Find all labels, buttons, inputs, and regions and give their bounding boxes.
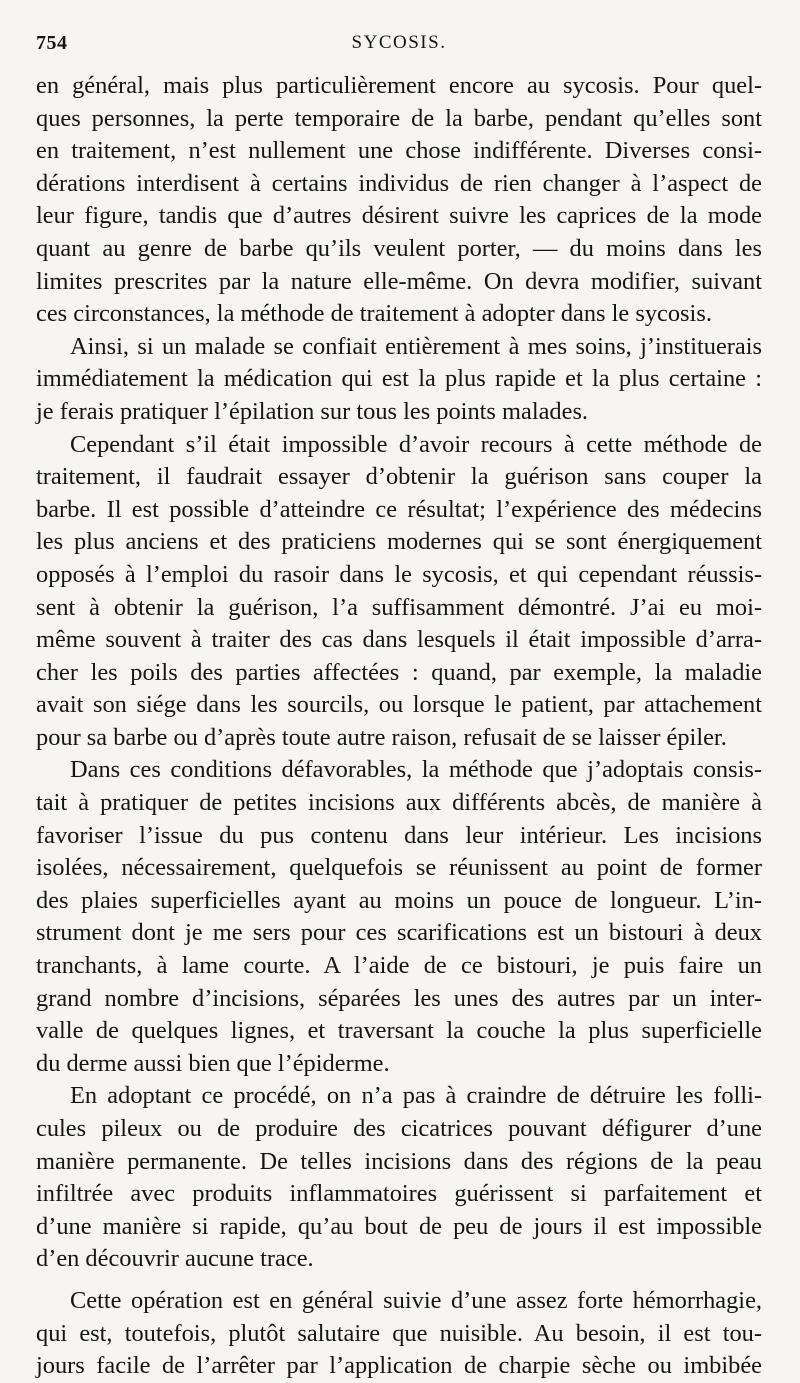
text-line: même souvent à traiter des cas dans lesquels il était impossible d’arra- (36, 626, 762, 654)
text-line: limites prescrites par la nature elle-même. On devra modifier, suivant (36, 267, 762, 295)
text-line: traitement, il faudrait essayer d’obtenir la guérison sans couper la (36, 463, 762, 491)
text-line: en traitement, n’est nullement une chose indifférente. Diverses consi- (36, 137, 762, 165)
text-line: Ainsi, si un malade se confiait entièrement à mes soins, j’instituerais (70, 332, 762, 360)
text-line: leur figure, tandis que d’autres désirent suivre les caprices de la mode (36, 202, 762, 230)
text-line: qui est, toutefois, plutôt salutaire que nuisible. Au besoin, il est tou- (36, 1319, 762, 1347)
text-line: cules pileux ou de produire des cicatrices pouvant défigurer d’une (36, 1115, 762, 1142)
text-line: ques personnes, la perte temporaire de la barbe, pendant qu’elles sont (36, 104, 762, 132)
text-line: du derme aussi bien que l’épiderme. (36, 1049, 390, 1077)
page-header (36, 30, 762, 60)
text-line: quant au genre de barbe qu’ils veulent porter, — du moins dans les (36, 234, 762, 262)
text-line: en général, mais plus particulièrement encore au sycosis. Pour quel- (36, 72, 762, 99)
text-line: barbe. Il est possible d’atteindre ce résultat; l’expérience des médecins (36, 495, 762, 523)
text-line: favoriser l’issue du pus contenu dans leur intérieur. Les incisions (36, 821, 762, 849)
text-line: avait son siége dans les sourcils, ou lorsque le patient, par attachement (36, 691, 762, 719)
text-line: valle de quelques lignes, et traversant la couche la plus superficielle (36, 1017, 762, 1045)
body-text (36, 70, 762, 1383)
text-line: les plus anciens et des praticiens modernes qui se sont énergiquement (36, 528, 762, 556)
paragraph (36, 429, 762, 755)
text-line: des plaies superficielles ayant au moins un pouce de longueur. L’in- (36, 886, 762, 914)
text-line: strument dont je me sers pour ces scarifications est un bistouri à deux (36, 919, 762, 947)
text-line: tranchants, à lame courte. A l’aide de ce bistouri, je puis faire un (36, 952, 762, 980)
text-line: En adoptant ce procédé, on n’a pas à craindre de détruire les folli- (70, 1082, 762, 1110)
paragraph (36, 331, 762, 429)
text-line: sent à obtenir la guérison, l’a suffisamment démontré. J’ai eu moi- (36, 593, 762, 621)
text-line: tait à pratiquer de petites incisions aux différents abcès, de manière à (36, 789, 762, 817)
text-line: pour sa barbe ou d’après toute autre raison, refusait de se laisser épiler. (36, 723, 727, 751)
paragraph (36, 1080, 762, 1276)
text-line: ces circonstances, la méthode de traitement à adopter dans le sycosis. (36, 300, 712, 328)
paragraph (36, 1285, 762, 1383)
text-line: d’en découvrir aucune trace. (36, 1245, 314, 1273)
paragraph (36, 754, 762, 1080)
text-line: dérations interdisent à certains individus de rien changer à l’aspect de (36, 169, 762, 197)
text-line: cher les poils des parties affectées : quand, par exemple, la maladie (36, 658, 762, 686)
text-line: manière permanente. De telles incisions dans des régions de la peau (36, 1147, 762, 1175)
text-line: Cette opération est en général suivie d’une assez forte hémorrhagie, (70, 1286, 762, 1314)
text-line: Cependant s’il était impossible d’avoir recours à cette méthode de (70, 430, 762, 458)
paragraph (36, 70, 762, 331)
text-line: infiltrée avec produits inflammatoires guérissent si parfaitement et (36, 1180, 762, 1208)
text-line: grand nombre d’incisions, séparées les unes des autres par un inter- (36, 984, 762, 1012)
text-line: isolées, nécessairement, quelquefois se réunissent au point de former (36, 854, 762, 882)
text-line: immédiatement la médication qui est la plus rapide et la plus certaine : (36, 365, 762, 393)
text-line: je ferais pratiquer l’épilation sur tous les points malades. (36, 397, 589, 425)
running-title: SYCOSIS. (351, 32, 447, 53)
text-line: Dans ces conditions défavorables, la méthode que j’adoptais consis- (70, 756, 762, 784)
text-line: d’une manière si rapide, qu’au bout de peu de jours il est impossible (36, 1212, 762, 1240)
text-line: opposés à l’emploi du rasoir dans le sycosis, et qui cependant réussis- (36, 560, 762, 588)
page-number: 754 (36, 32, 68, 54)
text-line: jours facile de l’arrêter par l’application de charpie sèche ou imbibée (36, 1352, 762, 1380)
